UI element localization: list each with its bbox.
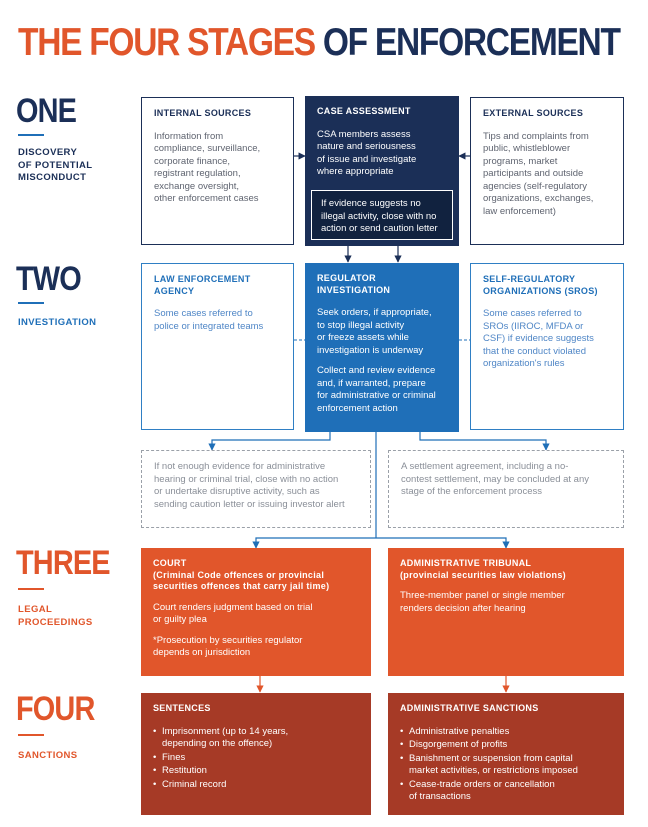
regulator-body-evidence: Collect and review evidence and, if warranted, prepare for administrative or criminal enforcement action bbox=[317, 365, 436, 414]
external-sources-title: EXTERNAL SOURCES bbox=[483, 108, 584, 118]
sro-body: Some cases referred to SROs (IIROC, MFDA or CSF) if evidence suggests that the conduct violated organization's rules bbox=[483, 308, 594, 369]
administrative-sanctions-box bbox=[388, 693, 624, 815]
case-assessment-body: CSA members assess nature and seriousness of issue and investigate where appropriate bbox=[317, 128, 417, 177]
list-item: • Cease-trade orders or cancellation of transactions bbox=[400, 779, 612, 804]
arrow-to-court bbox=[256, 538, 376, 548]
list-item: • Imprisonment (up to 14 years, depending on the offence) bbox=[153, 726, 359, 751]
case-close-note: If evidence suggests no illegal activity, close with no action or send caution letter bbox=[311, 190, 453, 240]
stage-two-number: TWO bbox=[16, 260, 81, 298]
internal-sources-box bbox=[141, 97, 294, 245]
tribunal-title: ADMINISTRATIVE TRIBUNAL (provincial securities law violations) bbox=[400, 558, 566, 580]
external-sources-box bbox=[470, 97, 624, 245]
stage-four-rule bbox=[18, 734, 44, 736]
not-enough-evidence-box bbox=[141, 450, 371, 528]
list-item: • Fines bbox=[153, 752, 359, 765]
list-item: • Disgorgement of profits bbox=[400, 739, 612, 752]
title-part-navy: OF ENFORCEMENT bbox=[322, 21, 620, 64]
list-item: • Restitution bbox=[153, 765, 359, 778]
list-item: • Administrative penalties bbox=[400, 726, 612, 739]
not-enough-evidence-text: If not enough evidence for administrative hearing or criminal trial, close with no action or undertake disruptive activity, such as sending caution letter or issuing investor alert bbox=[154, 461, 345, 510]
sentences-box bbox=[141, 693, 371, 815]
stage-four-number: FOUR bbox=[16, 690, 95, 728]
case-assessment-title: CASE ASSESSMENT bbox=[317, 106, 411, 116]
title-part-orange: THE FOUR STAGES bbox=[18, 21, 315, 64]
stage-two-label: INVESTIGATION bbox=[18, 317, 97, 328]
stage-two-rule bbox=[18, 302, 44, 304]
stage-one-rule bbox=[18, 134, 44, 136]
list-item: • Criminal record bbox=[153, 779, 359, 792]
sentences-list bbox=[153, 726, 359, 792]
court-prosecution-note: *Prosecution by securities regulator depends on jurisdiction bbox=[153, 634, 303, 658]
sentences-title: SENTENCES bbox=[153, 703, 211, 713]
stage-three-number: THREE bbox=[16, 544, 110, 582]
regulator-investigation-box bbox=[305, 263, 459, 432]
stage-three-label: LEGAL PROCEEDINGS bbox=[18, 604, 93, 628]
tribunal-box bbox=[388, 548, 624, 676]
internal-sources-body: Information from compliance, surveillance, corporate finance, registrant regulation, exchange oversight, other enforcement cases bbox=[154, 130, 261, 204]
court-box bbox=[141, 548, 371, 676]
internal-sources-title: INTERNAL SOURCES bbox=[154, 108, 252, 118]
regulator-investigation-title: REGULATOR INVESTIGATION bbox=[317, 273, 391, 295]
external-sources-body: Tips and complaints from public, whistleblower programs, market participants and outside agencies (self-regulatory organizations, exchanges, law enforcement) bbox=[483, 130, 594, 217]
arrow-regulator-to-settlement bbox=[420, 432, 546, 450]
stage-one-label: DISCOVERY OF POTENTIAL MISCONDUCT bbox=[18, 147, 93, 183]
settlement-text: A settlement agreement, including a no- contest settlement, may be concluded at any stage of the enforcement process bbox=[401, 461, 589, 497]
list-item: • Banishment or suspension from capital market activities, or restrictions imposed bbox=[400, 753, 612, 778]
arrow-regulator-to-notenough bbox=[212, 432, 330, 450]
tribunal-body: Three-member panel or single member renders decision after hearing bbox=[400, 590, 565, 614]
sro-title: SELF-REGULATORY ORGANIZATIONS (SROS) bbox=[483, 274, 598, 296]
law-enforcement-body: Some cases referred to police or integrated teams bbox=[154, 308, 264, 332]
administrative-sanctions-title: ADMINISTRATIVE SANCTIONS bbox=[400, 703, 539, 713]
court-title: COURT (Criminal Code offences or provincial securities offences that carry jail time) bbox=[153, 558, 330, 591]
sanctions-list bbox=[400, 726, 612, 804]
sro-box bbox=[470, 263, 624, 430]
settlement-box bbox=[388, 450, 624, 528]
court-body: Court renders judgment based on trial or guilty plea bbox=[153, 601, 313, 625]
stage-one-number: ONE bbox=[16, 92, 77, 130]
stage-four-label: SANCTIONS bbox=[18, 750, 78, 761]
arrow-to-tribunal bbox=[376, 538, 506, 548]
law-enforcement-title: LAW ENFORCEMENT AGENCY bbox=[154, 274, 251, 296]
law-enforcement-box bbox=[141, 263, 294, 430]
regulator-body-orders: Seek orders, if appropriate, to stop illegal activity or freeze assets while investigation is underway bbox=[317, 307, 432, 356]
stage-three-rule bbox=[18, 588, 44, 590]
